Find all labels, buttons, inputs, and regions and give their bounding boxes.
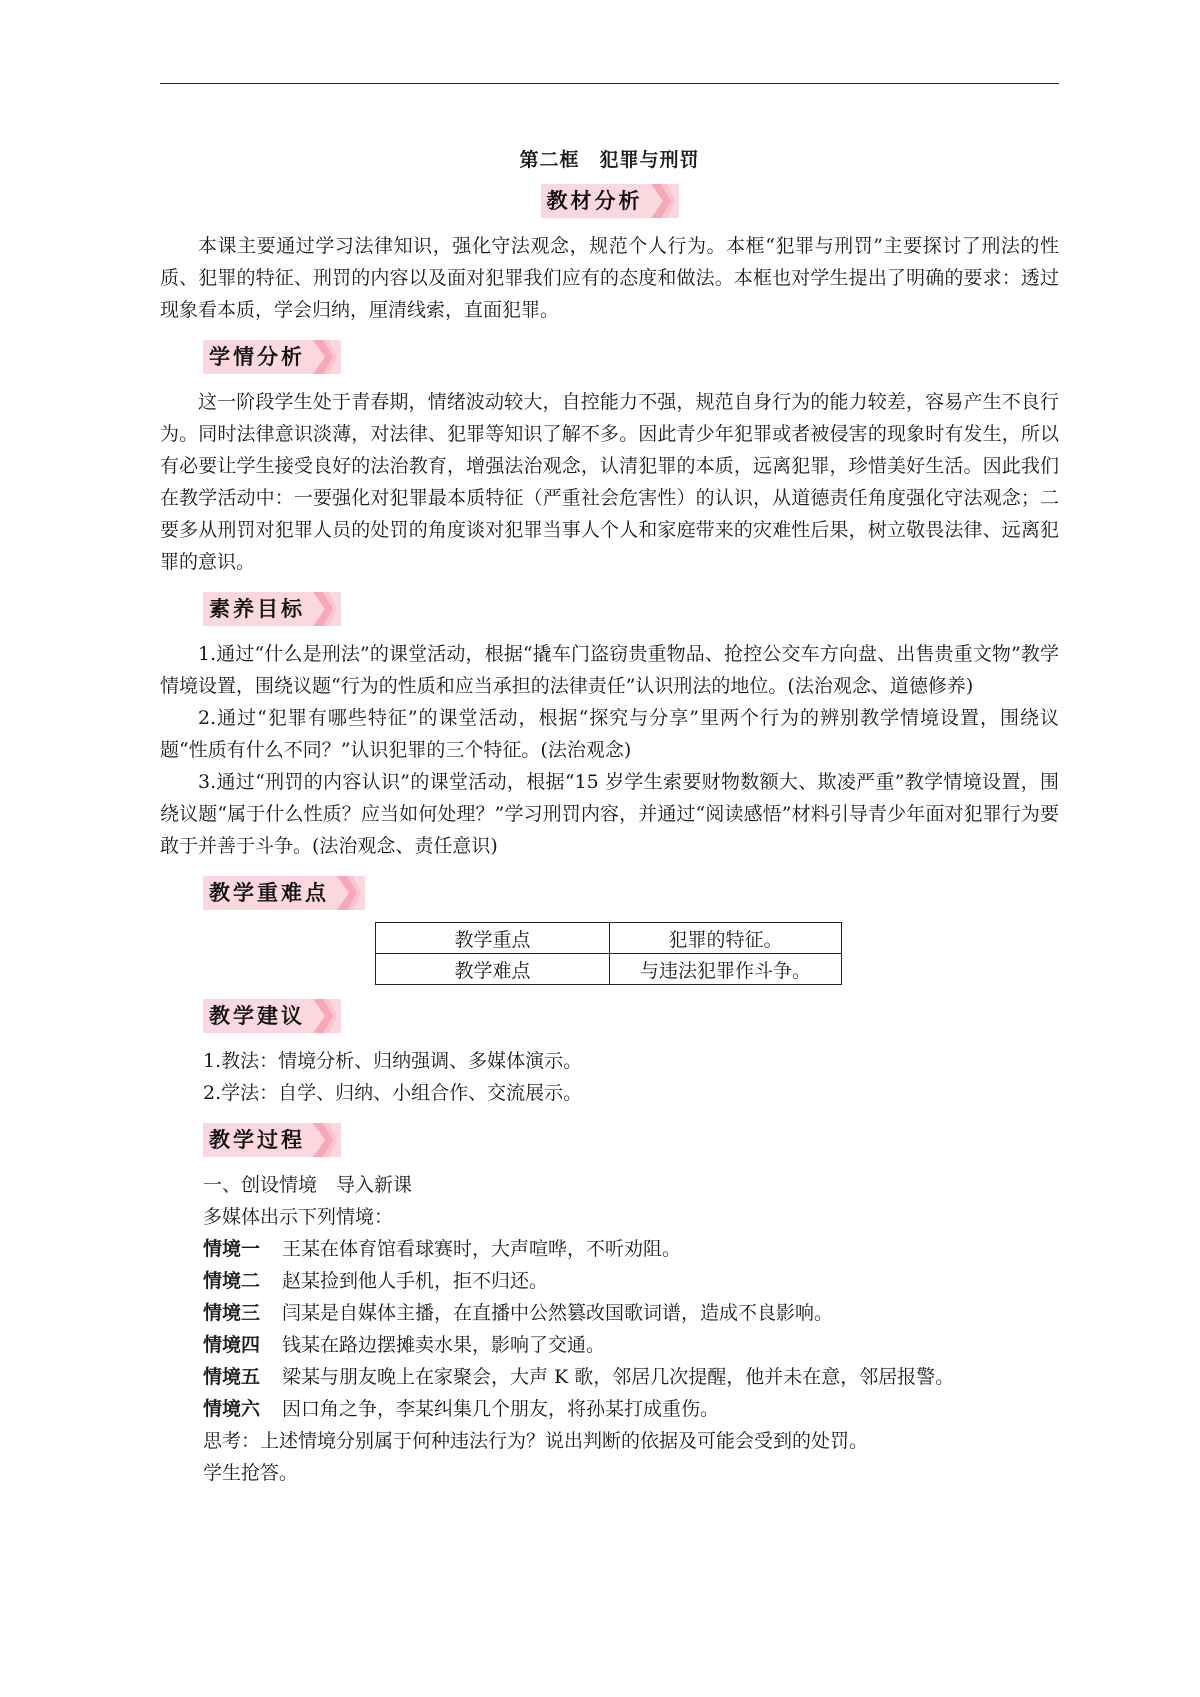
section-heading-label: 教学过程 <box>209 1128 305 1152</box>
chevron-right-icon <box>649 184 675 218</box>
suggestion-item: 1.教法：情境分析、归纳强调、多媒体演示。 <box>203 1050 583 1072</box>
scenario-text: 闫某是自媒体主播，在直播中公然篡改国歌词谱，造成不良影响。 <box>282 1302 834 1324</box>
section-goals <box>160 592 1059 630</box>
table-cell-label: 教学重点 <box>376 923 610 954</box>
section-heading-suggestions <box>203 999 341 1033</box>
scenario-label: 情境二 <box>203 1270 261 1292</box>
scenario-label: 情境三 <box>203 1302 261 1324</box>
section-process <box>160 1123 1059 1161</box>
section-heading-materials <box>541 184 679 218</box>
section-heading-process <box>203 1123 341 1157</box>
chevron-right-icon <box>311 999 337 1033</box>
table-cell-label: 教学难点 <box>376 954 610 985</box>
section-materials <box>160 184 1059 222</box>
scenario-label: 情境五 <box>203 1366 261 1388</box>
scenario-text: 王某在体育馆看球赛时，大声喧哗，不听劝阻。 <box>282 1238 682 1260</box>
chevron-right-icon <box>335 876 361 910</box>
think-question: 思考：上述情境分别属于何种违法行为？说出判断的依据及可能会受到的处罚。 <box>203 1430 869 1452</box>
scenario-item <box>160 1297 1059 1329</box>
scenario-text: 钱某在路边摆摊卖水果，影响了交通。 <box>282 1334 606 1356</box>
table-cell-value: 与违法犯罪作斗争。 <box>610 954 842 985</box>
section-heading-students <box>203 340 341 374</box>
scenario-label: 情境一 <box>203 1238 261 1260</box>
student-answer: 学生抢答。 <box>203 1462 299 1484</box>
scenario-text: 赵某捡到他人手机，拒不归还。 <box>282 1270 549 1292</box>
table-cell-value: 犯罪的特征。 <box>610 923 842 954</box>
scenario-item <box>160 1233 1059 1265</box>
section-heading-keypoints <box>203 876 365 910</box>
section-heading-goals <box>203 592 341 626</box>
page-title: 第二框 犯罪与刑罚 <box>519 149 700 171</box>
process-intro: 多媒体出示下列情境： <box>203 1206 394 1228</box>
table-row <box>376 923 842 954</box>
goal-item: 3.通过“刑罚的内容认识”的课堂活动，根据“15 岁学生索要财物数额大、欺凌严重”教学情境设置，围绕议题“属于什么性质？应当如何处理？”学习刑罚内容，并通过“阅读感悟”材料引导青少年面对犯罪行为要敢于并善于斗争。(法治观念、责任意识) <box>160 771 1059 857</box>
goal-item: 2.通过“犯罪有哪些特征”的课堂活动，根据“探究与分享”里两个行为的辨别教学情境设置，围绕议题“性质有什么不同？”认识犯罪的三个特征。(法治观念) <box>160 707 1059 761</box>
chevron-right-icon <box>311 592 337 626</box>
scenario-item <box>160 1329 1059 1361</box>
goal-item: 1.通过“什么是刑法”的课堂活动，根据“撬车门盗窃贵重物品、抢控公交车方向盘、出售贵重文物”教学情境设置，围绕议题“行为的性质和应当承担的法律责任”认识刑法的地位。(法治观念、道德修养) <box>160 643 1059 697</box>
materials-text: 本课主要通过学习法律知识，强化守法观念，规范个人行为。本框“犯罪与刑罚”主要探讨了刑法的性质、犯罪的特征、刑罚的内容以及面对犯罪我们应有的态度和做法。本框也对学生提出了明确的要求：透过现象看本质，学会归纳，厘清线索，直面犯罪。 <box>160 235 1059 321</box>
process-step: 一、创设情境 导入新课 <box>203 1174 413 1196</box>
chevron-right-icon <box>311 1123 337 1157</box>
table-row <box>376 954 842 985</box>
section-keypoints <box>160 876 1059 914</box>
scenario-label: 情境四 <box>203 1334 261 1356</box>
section-heading-label: 教学建议 <box>209 1004 305 1028</box>
section-heading-label: 素养目标 <box>209 597 305 621</box>
section-heading-label: 教学重难点 <box>209 881 329 905</box>
chevron-right-icon <box>311 340 337 374</box>
scenario-item <box>160 1393 1059 1425</box>
scenario-text: 因口角之争，李某纠集几个朋友，将孙某打成重伤。 <box>282 1398 720 1420</box>
section-students <box>160 340 1059 378</box>
header-rule <box>160 83 1059 84</box>
suggestion-item: 2.学法：自学、归纳、小组合作、交流展示。 <box>203 1082 583 1104</box>
section-heading-label: 教材分析 <box>546 189 643 213</box>
keypoints-table <box>375 922 842 985</box>
students-text: 这一阶段学生处于青春期，情绪波动较大，自控能力不强，规范自身行为的能力较差，容易产生不良行为。同时法律意识淡薄，对法律、犯罪等知识了解不多。因此青少年犯罪或者被侵害的现象时有发生，所以有必要让学生接受良好的法治教育，增强法治观念，认清犯罪的本质，远离犯罪，珍惜美好生活。因此我们在教学活动中：一要强化对犯罪最本质特征（严重社会危害性）的认识，从道德责任角度强化守法观念；二要多从刑罚对犯罪人员的处罚的角度谈对犯罪当事人个人和家庭带来的灾难性后果，树立敬畏法律、远离犯罪的意识。 <box>160 391 1059 573</box>
scenario-label: 情境六 <box>203 1398 261 1420</box>
scenario-item <box>160 1265 1059 1297</box>
section-heading-label: 学情分析 <box>209 345 305 369</box>
section-suggestions <box>160 999 1059 1037</box>
scenario-text: 梁某与朋友晚上在家聚会，大声 K 歌，邻居几次提醒，他并未在意，邻居报警。 <box>282 1366 955 1388</box>
document-body <box>160 146 1059 1489</box>
scenario-item <box>160 1361 1059 1393</box>
